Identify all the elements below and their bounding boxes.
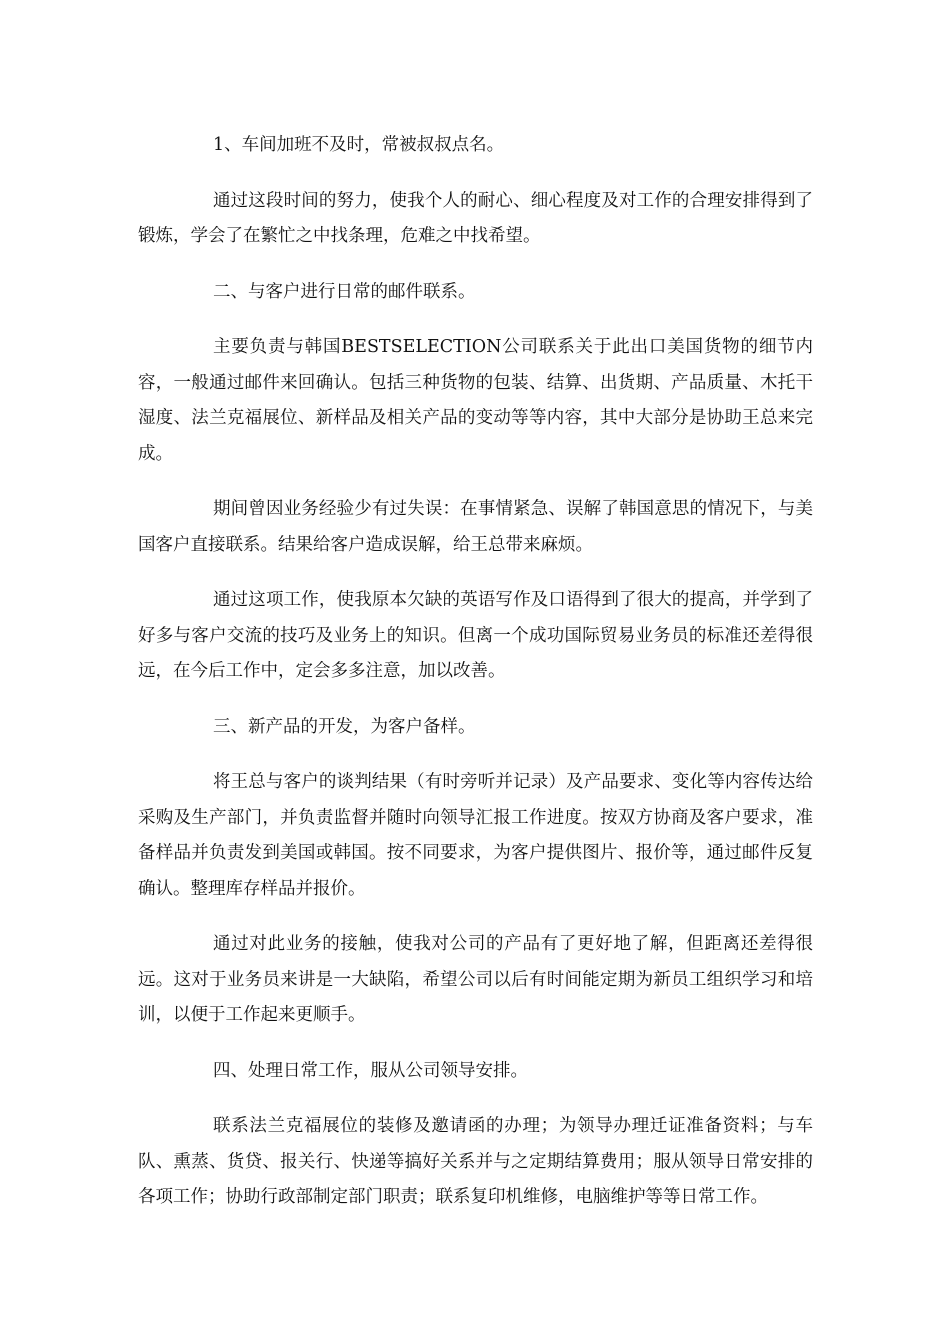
- section-heading: 三、新产品的开发，为客户备样。: [213, 716, 476, 737]
- section-heading: 四、处理日常工作，服从公司领导安排。: [213, 1060, 528, 1081]
- body-paragraph: 期间曾因业务经验少有过失误：在事情紧急、误解了韩国意思的情况下，与美国客户直接联系。结果给客户造成误解，给王总带来麻烦。: [138, 499, 813, 555]
- body-paragraph: 通过这项工作，使我原本欠缺的英语写作及口语得到了很大的提高，并学到了好多与客户交流的技巧及业务上的知识。但离一个成功国际贸易业务员的标准还差得很远，在今后工作中，定会多多注意，加以改善。: [138, 590, 813, 681]
- section-heading: 二、与客户进行日常的邮件联系。: [213, 281, 476, 302]
- list-item-heading: 1、车间加班不及时，常被叔叔点名。: [213, 135, 505, 155]
- body-paragraph: 联系法兰克福展位的装修及邀请函的办理；为领导办理迁证准备资料；与车队、熏蒸、货贷、报关行、快递等搞好关系并与之定期结算费用；服从领导日常安排的各项工作；协助行政部制定部门职责；联系复印机维修，电脑维护等等日常工作。: [138, 1116, 813, 1207]
- body-paragraph: 主要负责与韩国BESTSELECTION公司联系关于此出口美国货物的细节内容，一般通过邮件来回确认。包括三种货物的包装、结算、出货期、产品质量、木托干湿度、法兰克福展位、新样品及相关产品的变动等等内容，其中大部分是协助王总来完成。: [138, 337, 813, 464]
- body-paragraph: 通过这段时间的努力，使我个人的耐心、细心程度及对工作的合理安排得到了锻炼，学会了在繁忙之中找条理，危难之中找希望。: [138, 190, 813, 246]
- body-paragraph: 将王总与客户的谈判结果（有时旁听并记录）及产品要求、变化等内容传达给采购及生产部门，并负责监督并随时向领导汇报工作进度。按双方协商及客户要求，准备样品并负责发到美国或韩国。按不同要求，为客户提供图片、报价等，通过邮件反复确认。整理库存样品并报价。: [138, 772, 813, 899]
- document-body: [138, 128, 813, 1236]
- body-paragraph: 通过对此业务的接触，使我对公司的产品有了更好地了解，但距离还差得很远。这对于业务员来讲是一大缺陷，希望公司以后有时间能定期为新员工组织学习和培训，以便于工作起来更顺手。: [138, 934, 813, 1025]
